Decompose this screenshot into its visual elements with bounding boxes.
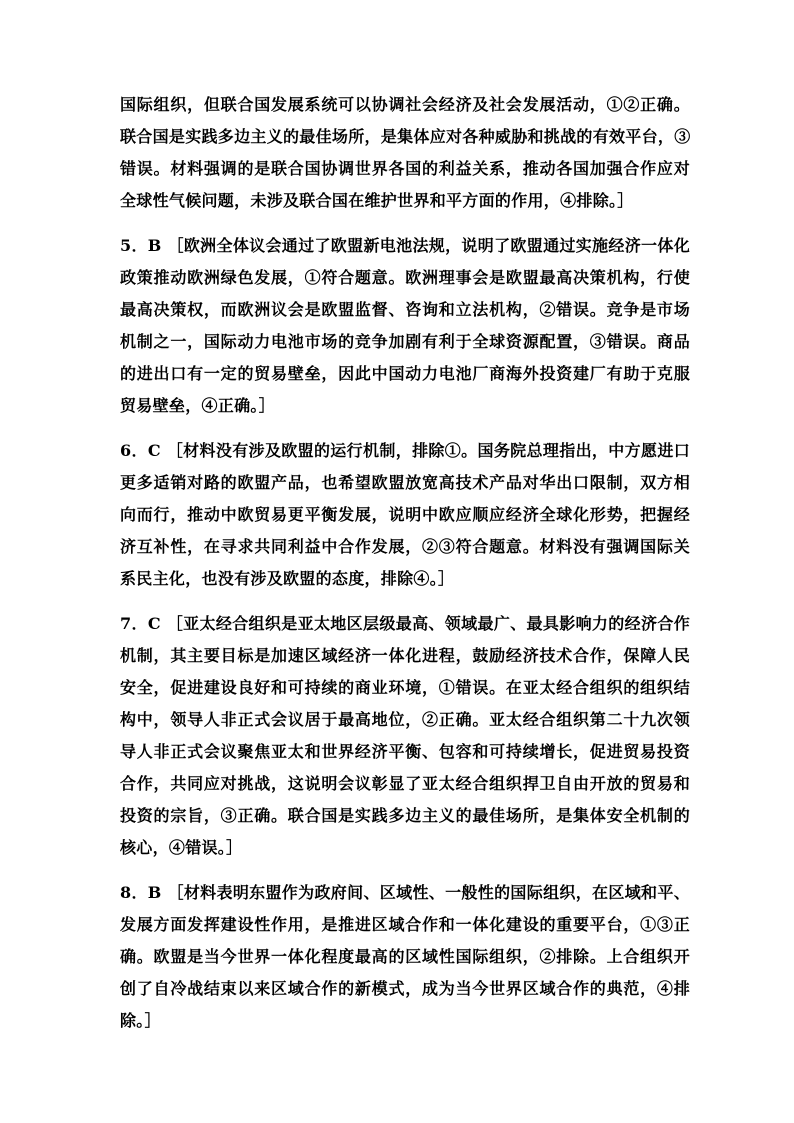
text-line: 8．B ［材料表明东盟作为政府间、区域性、一般性的国际组织，在区域和平、 (120, 883, 690, 902)
text-line: 机制之一，国际动力电池市场的竞争加剧有利于全球资源配置，③错误。商品 (120, 332, 690, 351)
text-line: 5．B ［欧洲全体议会通过了欧盟新电池法规，说明了欧盟通过实施经济一体化 (120, 236, 690, 255)
answer-8 (120, 877, 690, 1037)
text-line: 济互补性，在寻求共同利益中合作发展，②③符合题意。材料没有强调国际关 (120, 537, 690, 556)
text-line: 国际组织，但联合国发展系统可以协调社会经济及社会发展活动，①②正确。 (120, 95, 690, 114)
answer-5 (120, 230, 690, 422)
text-line: 机制，其主要目标是加速区域经济一体化进程，鼓励经济技术合作，保障人民 (120, 646, 690, 665)
text-line: 联合国是实践多边主义的最佳场所，是集体应对各种威胁和挑战的有效平台，③ (120, 127, 691, 146)
text-line: 创了自冷战结束以来区域合作的新模式，成为当今世界区域合作的典范，④排 (120, 979, 690, 998)
text-line: 系民主化，也没有涉及欧盟的态度，排除④。］ (120, 569, 455, 588)
text-line: 除。］ (120, 1011, 161, 1030)
answer-6 (120, 435, 690, 595)
text-line: 确。欧盟是当今世界一体化程度最高的区域性国际组织，②排除。上合组织开 (120, 947, 690, 966)
text-line: 6．C ［材料没有涉及欧盟的运行机制，排除①。国务院总理指出，中方愿进口 (120, 441, 690, 460)
text-line: 7．C ［亚太经合组织是亚太地区层级最高、领域最广、最具影响力的经济合作 (120, 614, 690, 633)
text-line: 导人非正式会议聚焦亚太和世界经济平衡、包容和可持续增长，促进贸易投资 (120, 742, 690, 761)
text-line: 向而行，推动中欧贸易更平衡发展，说明中欧应顺应经济全球化形势，把握经 (120, 505, 690, 524)
text-line: 安全，促进建设良好和可持续的商业环境，①错误。在亚太经合组织的组织结 (120, 678, 690, 697)
paragraph-continued (120, 89, 690, 217)
text-line: 投资的宗旨，③正确。联合国是实践多边主义的最佳场所，是集体安全机制的 (120, 806, 690, 825)
text-line: 发展方面发挥建设性作用，是推进区域合作和一体化建设的重要平台，①③正 (120, 915, 690, 934)
text-line: 贸易壁垒，④正确。］ (120, 396, 276, 415)
text-line: 政策推动欧洲绿色发展，①符合题意。欧洲理事会是欧盟最高决策机构，行使 (120, 268, 690, 287)
text-line: 全球性气候问题，未涉及联合国在维护世界和平方面的作用，④排除。］ (120, 191, 634, 210)
text-line: 构中，领导人非正式会议居于最高地位，②正确。亚太经合组织第二十九次领 (120, 710, 690, 729)
text-line: 最高决策权，而欧洲议会是欧盟监督、咨询和立法机构，②错误。竞争是市场 (120, 300, 690, 319)
text-line: 的进出口有一定的贸易壁垒，因此中国动力电池厂商海外投资建厂有助于克服 (120, 364, 690, 383)
answer-explanations (120, 89, 690, 1037)
text-line: 核心，④错误。］ (120, 838, 243, 857)
text-line: 更多适销对路的欧盟产品，也希望欧盟放宽高技术产品对华出口限制，双方相 (120, 473, 690, 492)
text-line: 合作，共同应对挑战，这说明会议彰显了亚太经合组织捍卫自由开放的贸易和 (120, 774, 690, 793)
answer-7 (120, 608, 690, 864)
text-line: 错误。材料强调的是联合国协调世界各国的利益关系，推动各国加强合作应对 (120, 159, 690, 178)
